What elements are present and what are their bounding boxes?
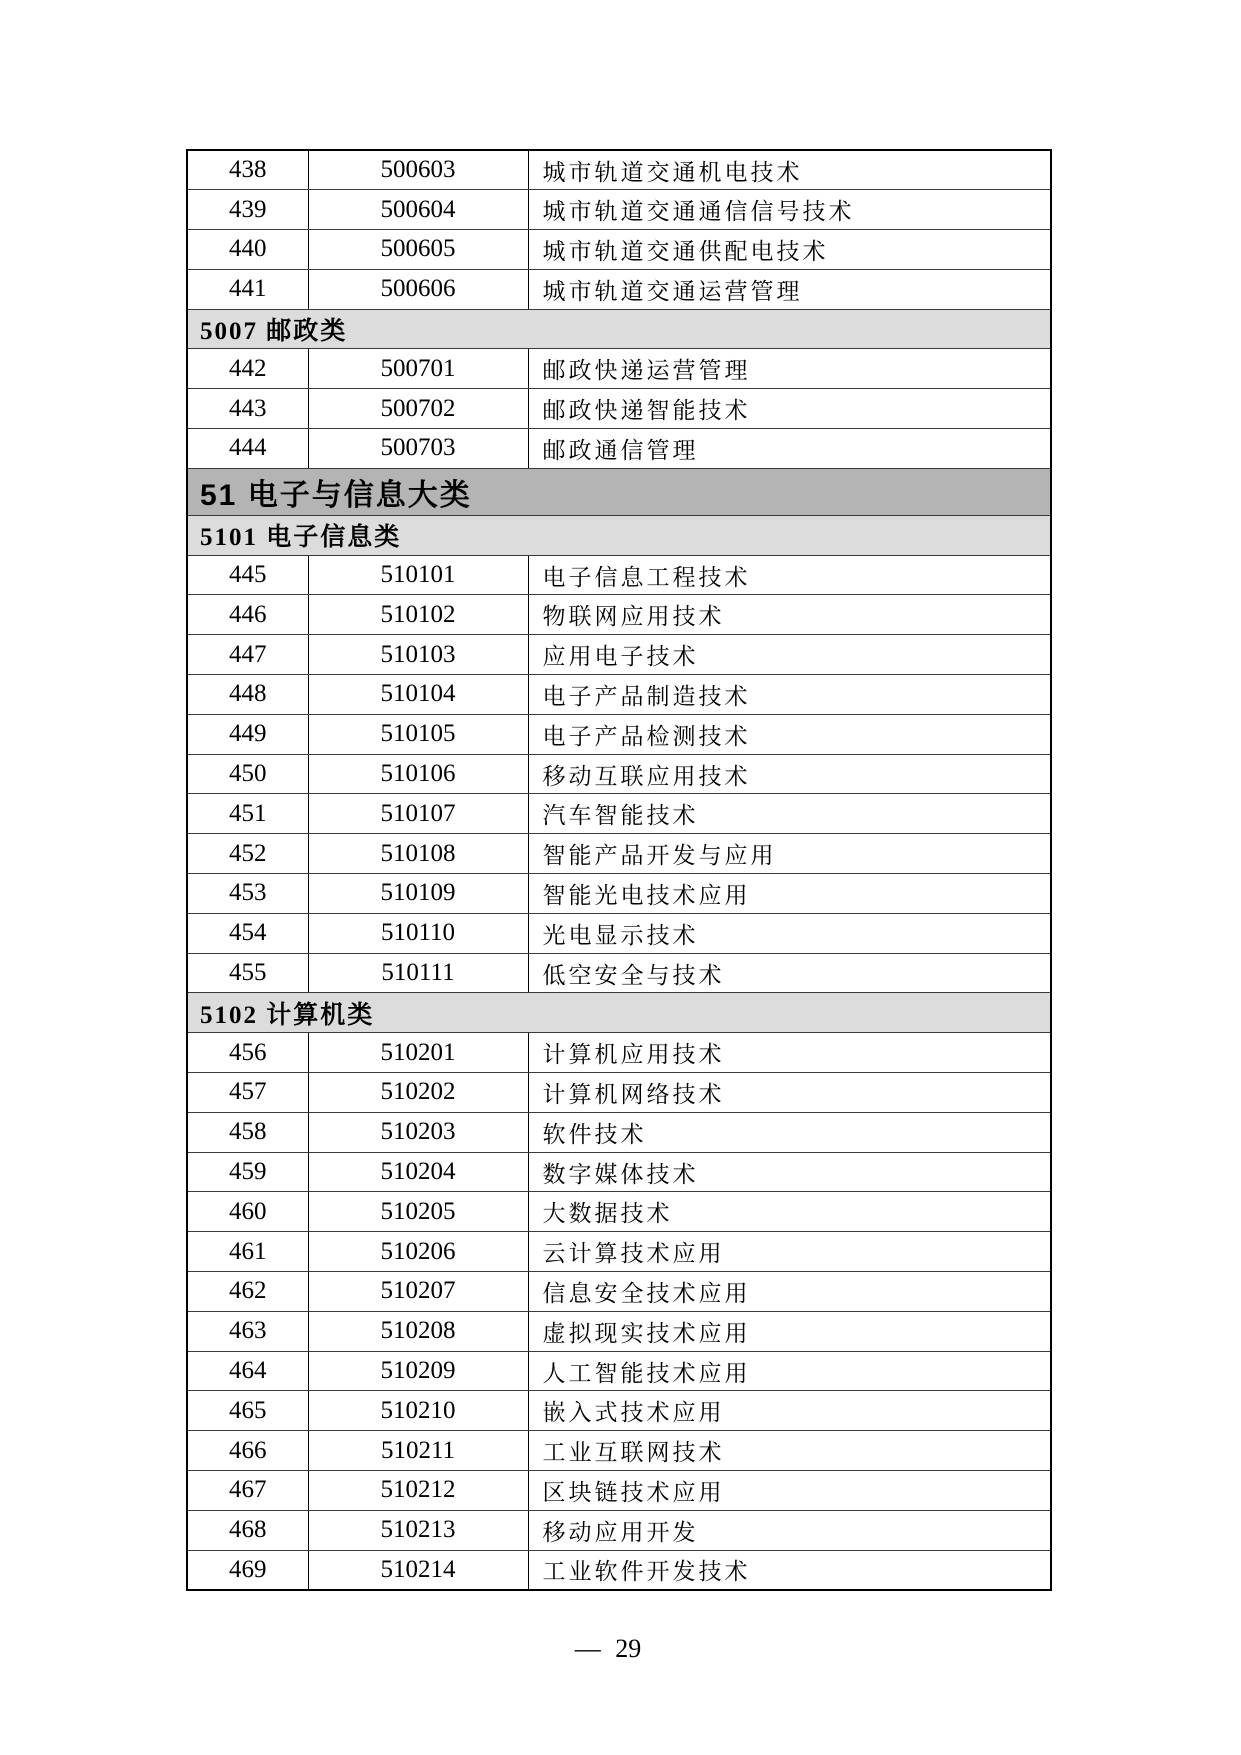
name-cell: 移动互联应用技术 (528, 754, 1051, 794)
name-cell: 大数据技术 (528, 1192, 1051, 1232)
name-cell: 计算机网络技术 (528, 1073, 1051, 1113)
table-row (187, 349, 1051, 389)
table-row (187, 1112, 1051, 1152)
name-cell: 工业软件开发技术 (528, 1550, 1051, 1590)
name-cell: 信息安全技术应用 (528, 1272, 1051, 1312)
code-cell: 500604 (308, 190, 528, 230)
name-cell: 云计算技术应用 (528, 1232, 1051, 1272)
table-row (187, 1471, 1051, 1511)
name-cell: 电子信息工程技术 (528, 555, 1051, 595)
code-cell: 510109 (308, 874, 528, 914)
seq-cell: 467 (187, 1471, 308, 1511)
code-cell: 510103 (308, 635, 528, 675)
name-cell: 城市轨道交通通信信号技术 (528, 190, 1051, 230)
table-row (187, 1272, 1051, 1312)
table-row (187, 675, 1051, 715)
code-cell: 510203 (308, 1112, 528, 1152)
table-row (187, 874, 1051, 914)
table-row (187, 1391, 1051, 1431)
seq-cell: 455 (187, 953, 308, 993)
name-cell: 计算机应用技术 (528, 1033, 1051, 1073)
name-cell: 邮政快递运营管理 (528, 349, 1051, 389)
table-row (187, 429, 1051, 469)
name-cell: 虚拟现实技术应用 (528, 1311, 1051, 1351)
table-row (187, 1033, 1051, 1073)
code-cell: 510204 (308, 1152, 528, 1192)
seq-cell: 442 (187, 349, 308, 389)
seq-cell: 444 (187, 429, 308, 469)
name-cell: 移动应用开发 (528, 1510, 1051, 1550)
major-header-row (187, 468, 1051, 515)
name-cell: 物联网应用技术 (528, 595, 1051, 635)
code-cell: 510208 (308, 1311, 528, 1351)
table-row (187, 794, 1051, 834)
code-cell: 510211 (308, 1431, 528, 1471)
name-cell: 电子产品制造技术 (528, 675, 1051, 715)
seq-cell: 465 (187, 1391, 308, 1431)
seq-cell: 461 (187, 1232, 308, 1272)
code-cell: 510107 (308, 794, 528, 834)
table-row (187, 1152, 1051, 1192)
code-cell: 510102 (308, 595, 528, 635)
section-header-label: 51 电子与信息大类 (187, 468, 1051, 515)
name-cell: 嵌入式技术应用 (528, 1391, 1051, 1431)
table-row (187, 1431, 1051, 1471)
code-cell: 510106 (308, 754, 528, 794)
table-row (187, 953, 1051, 993)
seq-cell: 463 (187, 1311, 308, 1351)
seq-cell: 454 (187, 913, 308, 953)
seq-cell: 450 (187, 754, 308, 794)
table-row (187, 714, 1051, 754)
name-cell: 城市轨道交通机电技术 (528, 150, 1051, 190)
seq-cell: 452 (187, 834, 308, 874)
table-row (187, 1311, 1051, 1351)
seq-cell: 446 (187, 595, 308, 635)
seq-cell: 445 (187, 555, 308, 595)
name-cell: 工业互联网技术 (528, 1431, 1051, 1471)
code-cell: 500606 (308, 269, 528, 309)
seq-cell: 466 (187, 1431, 308, 1471)
major-codes-table (186, 149, 1052, 1591)
major-codes-table-body (187, 150, 1051, 1590)
seq-cell: 458 (187, 1112, 308, 1152)
code-cell: 510210 (308, 1391, 528, 1431)
table-row (187, 150, 1051, 190)
name-cell: 智能产品开发与应用 (528, 834, 1051, 874)
code-cell: 510110 (308, 913, 528, 953)
seq-cell: 448 (187, 675, 308, 715)
code-cell: 510111 (308, 953, 528, 993)
code-cell: 510214 (308, 1550, 528, 1590)
seq-cell: 438 (187, 150, 308, 190)
name-cell: 光电显示技术 (528, 913, 1051, 953)
table-row (187, 834, 1051, 874)
table-row (187, 754, 1051, 794)
code-cell: 510212 (308, 1471, 528, 1511)
table-row (187, 389, 1051, 429)
seq-cell: 453 (187, 874, 308, 914)
seq-cell: 449 (187, 714, 308, 754)
name-cell: 城市轨道交通供配电技术 (528, 230, 1051, 270)
seq-cell: 441 (187, 269, 308, 309)
code-cell: 510101 (308, 555, 528, 595)
code-cell: 510213 (308, 1510, 528, 1550)
name-cell: 智能光电技术应用 (528, 874, 1051, 914)
code-cell: 510108 (308, 834, 528, 874)
name-cell: 电子产品检测技术 (528, 714, 1051, 754)
code-cell: 510105 (308, 714, 528, 754)
name-cell: 城市轨道交通运营管理 (528, 269, 1051, 309)
table-row (187, 230, 1051, 270)
name-cell: 区块链技术应用 (528, 1471, 1051, 1511)
page-number: — 29 (574, 1634, 642, 1663)
code-cell: 510209 (308, 1351, 528, 1391)
seq-cell: 469 (187, 1550, 308, 1590)
name-cell: 数字媒体技术 (528, 1152, 1051, 1192)
table-row (187, 1232, 1051, 1272)
seq-cell: 457 (187, 1073, 308, 1113)
table-row (187, 635, 1051, 675)
code-cell: 500703 (308, 429, 528, 469)
table-row (187, 190, 1051, 230)
table-row (187, 269, 1051, 309)
table-row (187, 1073, 1051, 1113)
section-header-label: 5102 计算机类 (187, 993, 1051, 1033)
code-cell: 500605 (308, 230, 528, 270)
name-cell: 软件技术 (528, 1112, 1051, 1152)
code-cell: 510206 (308, 1232, 528, 1272)
table-row (187, 1192, 1051, 1232)
seq-cell: 440 (187, 230, 308, 270)
section-header-label: 5007 邮政类 (187, 309, 1051, 349)
table-row (187, 913, 1051, 953)
name-cell: 邮政通信管理 (528, 429, 1051, 469)
seq-cell: 447 (187, 635, 308, 675)
sub-header-row (187, 993, 1051, 1033)
seq-cell: 451 (187, 794, 308, 834)
code-cell: 500603 (308, 150, 528, 190)
seq-cell: 439 (187, 190, 308, 230)
code-cell: 510207 (308, 1272, 528, 1312)
name-cell: 低空安全与技术 (528, 953, 1051, 993)
table-row (187, 1550, 1051, 1590)
name-cell: 汽车智能技术 (528, 794, 1051, 834)
name-cell: 应用电子技术 (528, 635, 1051, 675)
section-header-label: 5101 电子信息类 (187, 515, 1051, 555)
code-cell: 500701 (308, 349, 528, 389)
table-row (187, 555, 1051, 595)
name-cell: 人工智能技术应用 (528, 1351, 1051, 1391)
code-cell: 510104 (308, 675, 528, 715)
seq-cell: 459 (187, 1152, 308, 1192)
table-row (187, 1510, 1051, 1550)
code-cell: 510205 (308, 1192, 528, 1232)
seq-cell: 468 (187, 1510, 308, 1550)
seq-cell: 464 (187, 1351, 308, 1391)
code-cell: 510201 (308, 1033, 528, 1073)
table-row (187, 595, 1051, 635)
seq-cell: 460 (187, 1192, 308, 1232)
code-cell: 510202 (308, 1073, 528, 1113)
seq-cell: 443 (187, 389, 308, 429)
name-cell: 邮政快递智能技术 (528, 389, 1051, 429)
table-row (187, 1351, 1051, 1391)
sub-header-row (187, 515, 1051, 555)
sub-header-row (187, 309, 1051, 349)
seq-cell: 456 (187, 1033, 308, 1073)
code-cell: 500702 (308, 389, 528, 429)
seq-cell: 462 (187, 1272, 308, 1312)
